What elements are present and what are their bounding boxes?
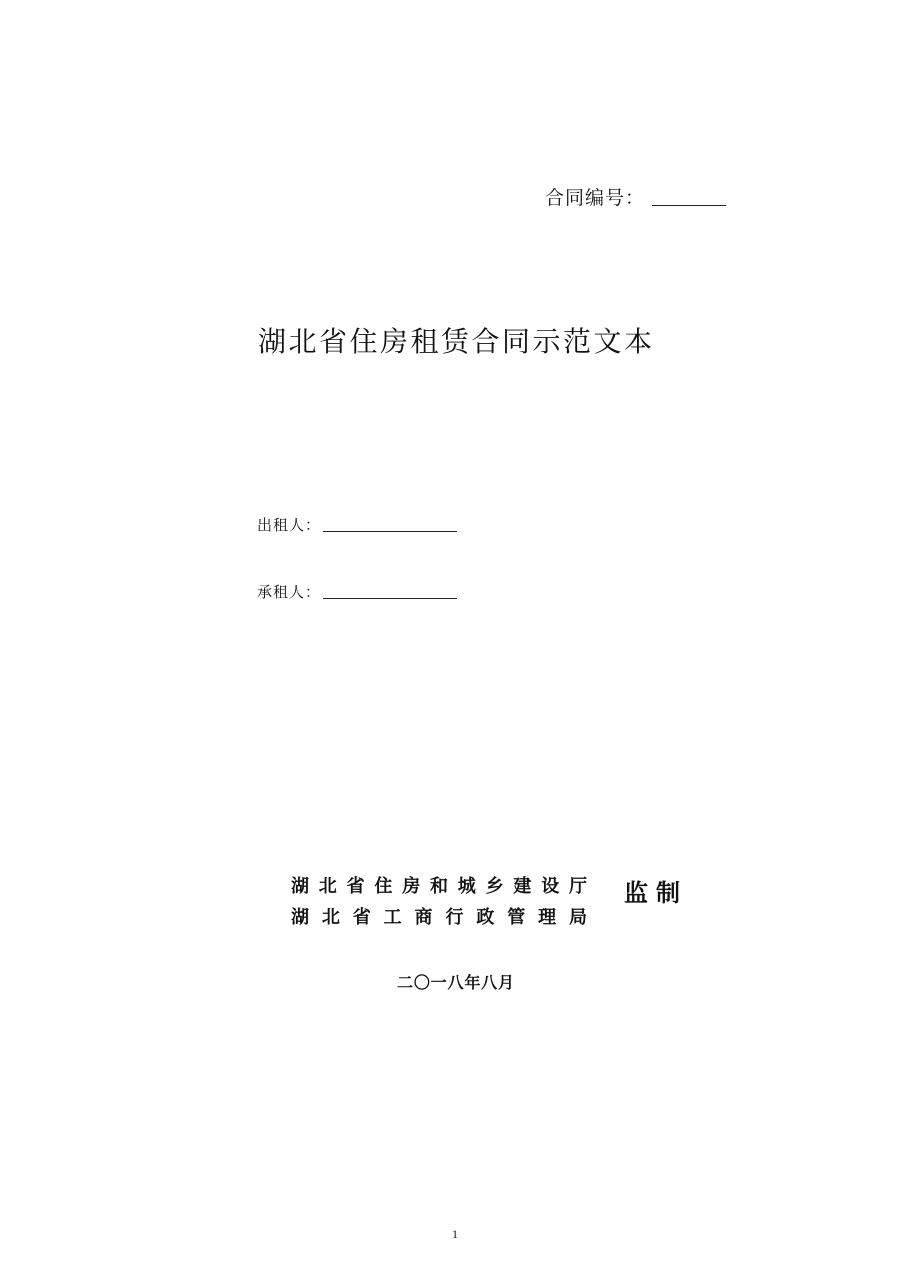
contract-number-blank-field bbox=[652, 205, 726, 206]
publish-date: 二〇一八年八月 bbox=[397, 973, 514, 992]
document-title: 湖北省住房租赁合同示范文本 bbox=[258, 325, 652, 358]
lessee-label: 承租人： bbox=[257, 583, 322, 601]
supervisor-housing-department: 湖北省住房和城乡建设厅 bbox=[291, 876, 587, 897]
supervise-label: 监制 bbox=[624, 879, 680, 907]
lessor-blank-field bbox=[323, 531, 457, 532]
contract-number-label: 合同编号： bbox=[545, 187, 646, 209]
lessee-blank-field bbox=[323, 598, 457, 599]
page-number: 1 bbox=[452, 1227, 458, 1241]
lessor-label: 出租人： bbox=[257, 516, 322, 534]
supervisor-commerce-bureau: 湖北省工商行政管理局 bbox=[291, 907, 587, 928]
